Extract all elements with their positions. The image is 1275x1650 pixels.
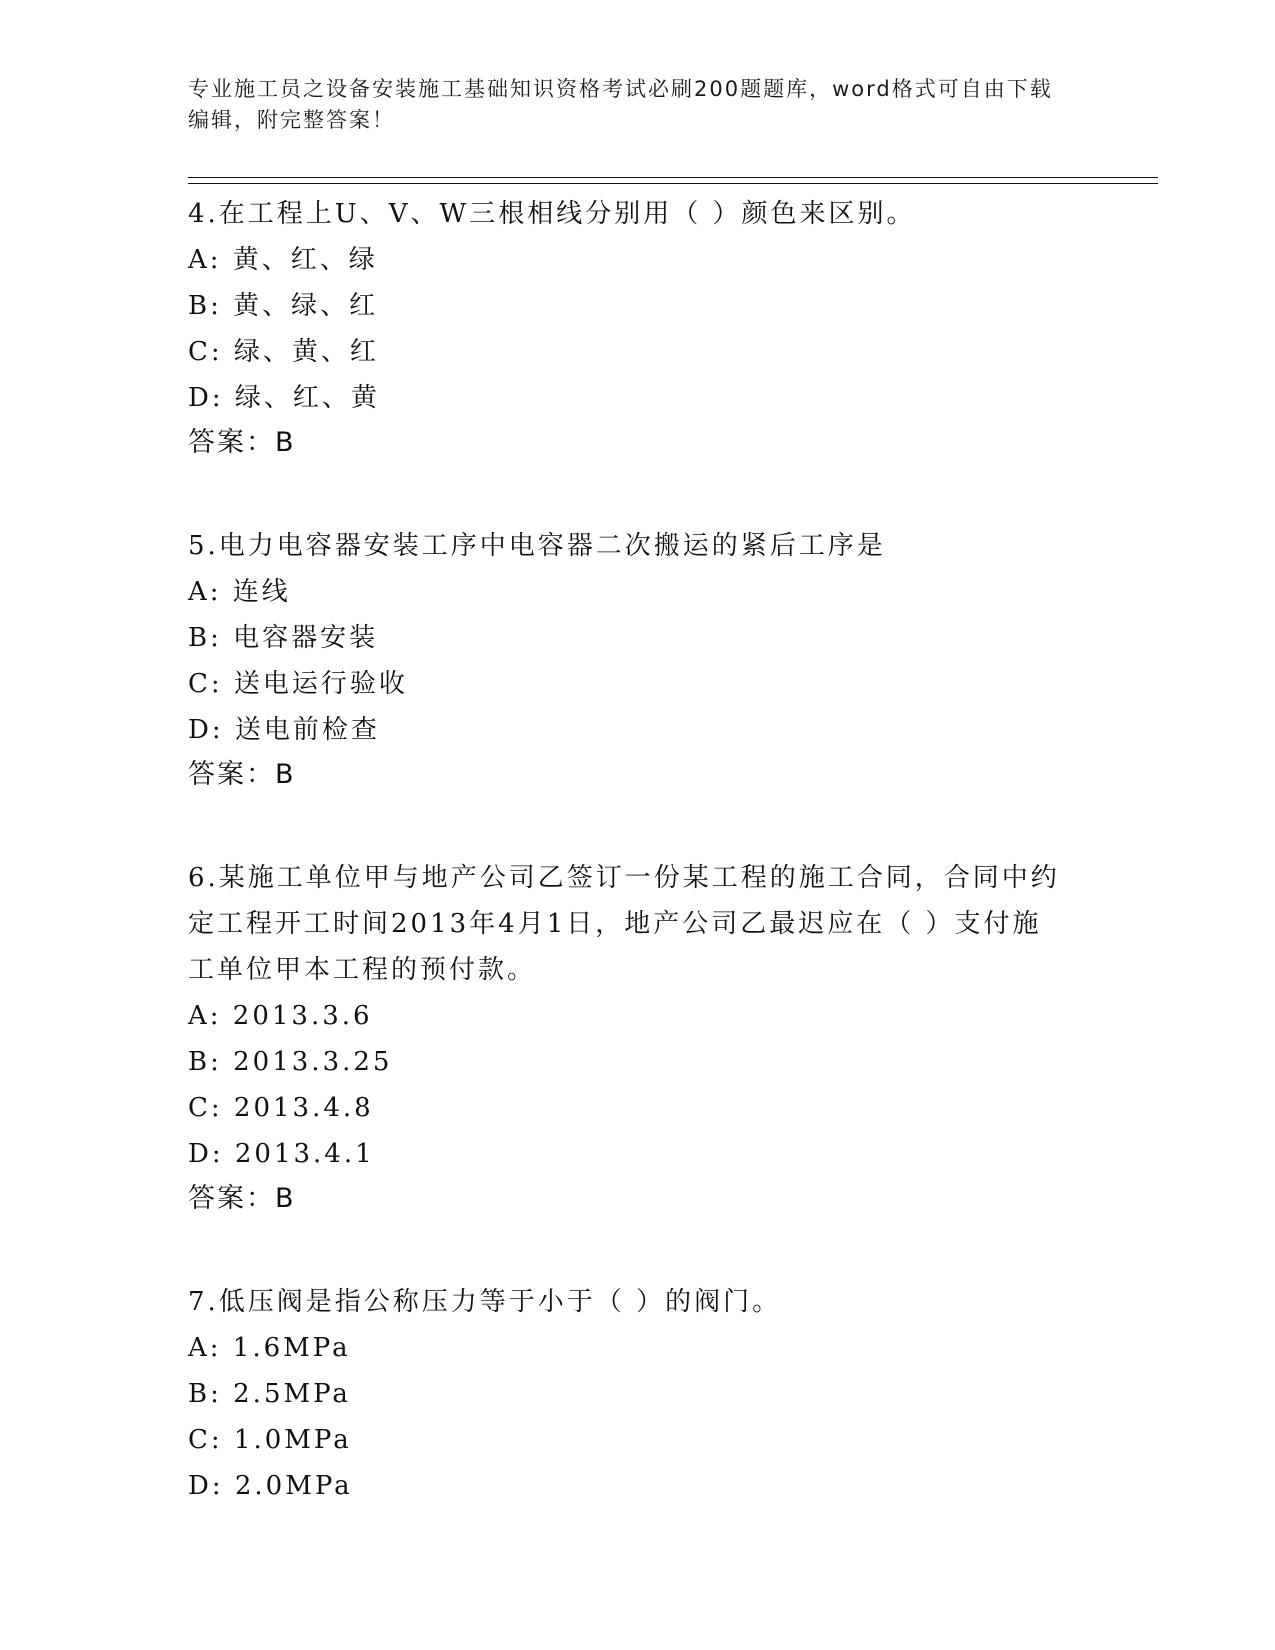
option-a: A: 连线 [188, 577, 291, 607]
question-text: 5.电力电容器安装工序中电容器二次搬运的紧后工序是 [188, 531, 886, 561]
question-spacer [188, 465, 1068, 523]
option-b: B: 2.5MPa [188, 1379, 351, 1409]
question-spacer [188, 1221, 1068, 1279]
answer-line: 答案：B [188, 759, 296, 790]
question-5 [188, 523, 1068, 797]
header-divider-bottom [188, 183, 1158, 184]
document-header: 专业施工员之设备安装施工基础知识资格考试必刷200题题库，word格式可自由下载编辑，附完整答案！ [188, 77, 1053, 132]
question-7 [188, 1279, 1068, 1509]
answer-line: 答案：B [188, 427, 296, 458]
option-d: D: 2013.4.1 [188, 1139, 375, 1169]
option-d: D: 绿、红、黄 [188, 383, 380, 413]
option-b: B: 电容器安装 [188, 623, 379, 653]
option-d: D: 送电前检查 [188, 715, 380, 745]
question-text: 7.低压阀是指公称压力等于小于（ ）的阀门。 [188, 1287, 782, 1317]
question-spacer [188, 797, 1068, 855]
question-list [188, 191, 1068, 1509]
option-c: C: 绿、黄、红 [188, 337, 379, 367]
question-text: 6.某施工单位甲与地产公司乙签订一份某工程的施工合同，合同中约定工程开工时间2013年4月1日，地产公司乙最迟应在（ ）支付施工单位甲本工程的预付款。 [188, 863, 1060, 985]
answer-line: 答案：B [188, 1183, 296, 1214]
option-c: C: 送电运行验收 [188, 669, 408, 699]
question-6 [188, 855, 1068, 1221]
option-c: C: 2013.4.8 [188, 1093, 374, 1123]
header-divider-top [188, 177, 1158, 178]
option-a: A: 黄、红、绿 [188, 245, 378, 275]
option-a: A: 1.6MPa [188, 1333, 351, 1363]
option-b: B: 黄、绿、红 [188, 291, 379, 321]
option-b: B: 2013.3.25 [188, 1047, 393, 1077]
option-a: A: 2013.3.6 [188, 1001, 373, 1031]
option-c: C: 1.0MPa [188, 1425, 352, 1455]
question-4 [188, 191, 1068, 465]
option-d: D: 2.0MPa [188, 1471, 353, 1501]
question-text: 4.在工程上U、V、W三根相线分别用（ ）颜色来区别。 [188, 199, 916, 229]
